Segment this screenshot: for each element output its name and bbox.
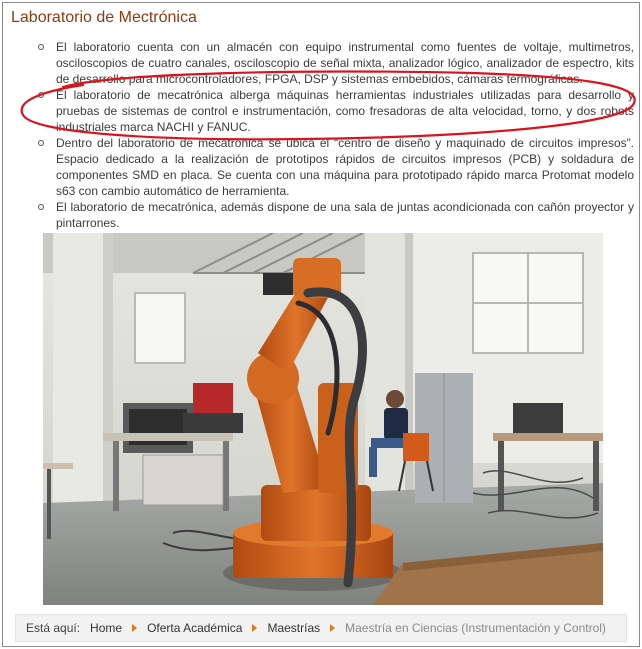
lab-photo	[43, 233, 603, 605]
list-item-text: Dentro del laboratorio de mecatrónica se ubica el “centro de diseño y maquinado de circuitos impresos”. Espacio dedicado a la realización de prototipos rápidos de circuitos impresos (PCB) y soldadura de componentes SMD en placa. Se cuenta con una máquina para prototipado rápido marca Protomat modelo s63 con cambio automático de herramienta.	[56, 136, 634, 198]
list-item	[34, 199, 634, 231]
breadcrumb-prefix: Está aquí:	[26, 621, 81, 635]
feature-list	[34, 39, 634, 231]
bullet-icon	[38, 204, 44, 210]
chevron-right-icon	[330, 624, 335, 632]
page-frame	[2, 2, 640, 647]
list-item	[34, 87, 634, 135]
list-item-text: El laboratorio de mecatrónica alberga máquinas herramientas industriales utilizadas para desarrollo y pruebas de sistemas de control e instrumentación, como fresadoras de alta velocidad, torno, y dos robots industriales marca NACHI y FANUC.	[56, 88, 634, 134]
robot-lab-image	[43, 233, 603, 605]
bullet-icon	[38, 44, 44, 50]
list-item	[34, 135, 634, 199]
page-title: Laboratorio de Mectrónica	[11, 9, 197, 26]
breadcrumb-link-home[interactable]: Home	[90, 621, 123, 635]
breadcrumb-current-page: Maestría en Ciencias (Instrumentación y Control)	[345, 621, 606, 635]
bullet-icon	[38, 140, 44, 146]
breadcrumb-link-maestrias[interactable]: Maestrías	[267, 621, 321, 635]
bullet-icon	[38, 92, 44, 98]
list-item	[34, 39, 634, 87]
list-item-text: El laboratorio cuenta con un almacén con equipo instrumental como fuentes de voltaje, multimetros, osciloscopios de cuatro canales, osciloscopio de señal mixta, analizador lógico, analizador de espectro, kits de desarrollo para microcontroladores, FPGA, DSP y sistemas embebidos, cámaras termográficas.	[56, 40, 634, 86]
list-item-text: El laboratorio de mecatrónica, además dispone de una sala de juntas acondicionada con cañón proyector y pintarrones.	[56, 200, 634, 230]
chevron-right-icon	[132, 624, 137, 632]
breadcrumb	[15, 614, 627, 642]
breadcrumb-link-oferta-academica[interactable]: Oferta Académica	[147, 621, 243, 635]
chevron-right-icon	[252, 624, 257, 632]
